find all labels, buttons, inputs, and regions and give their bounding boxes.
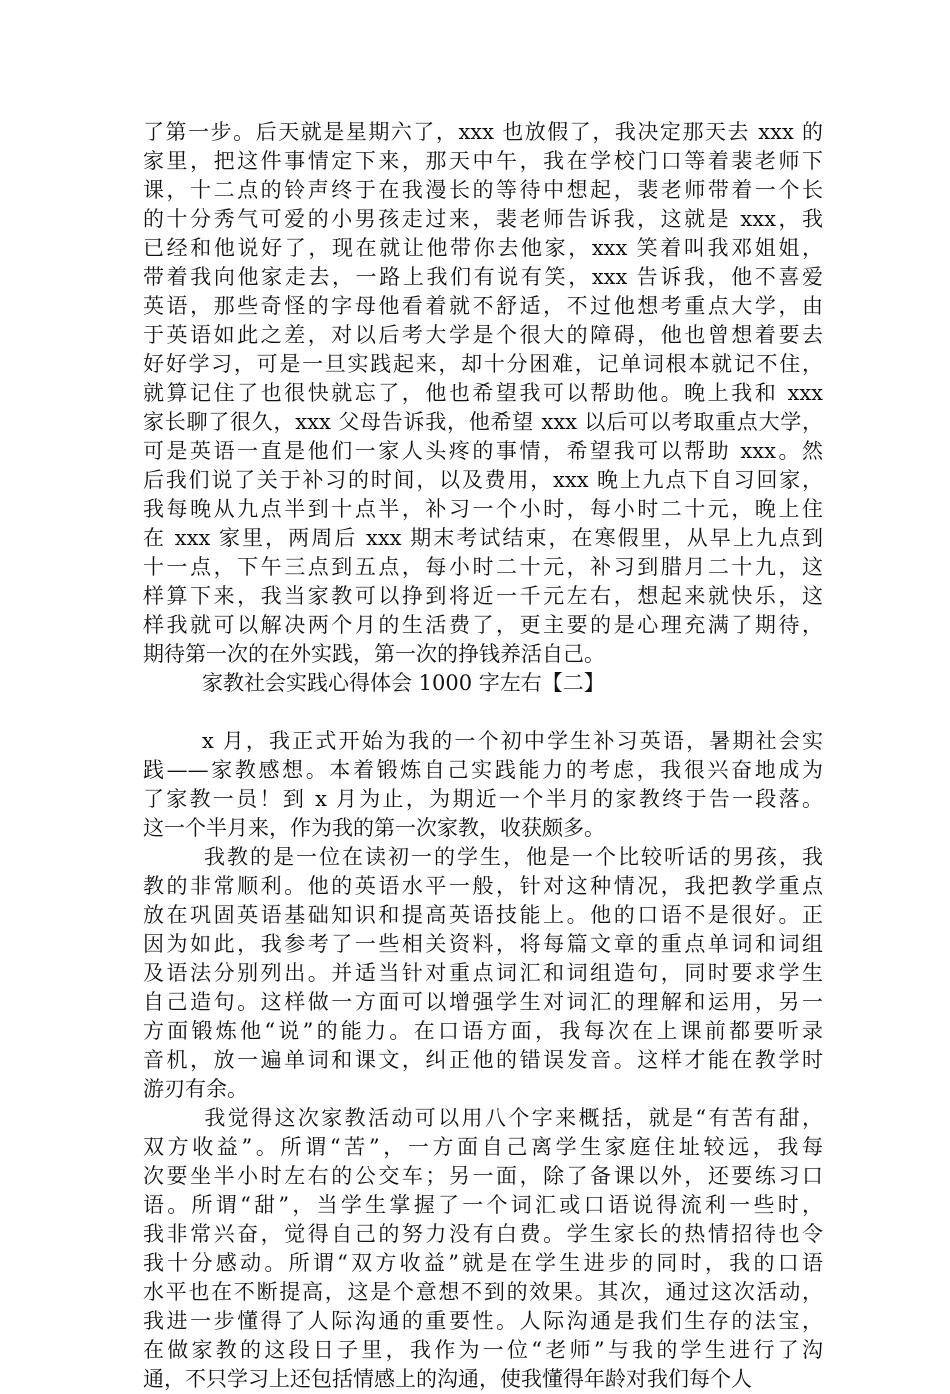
text-line	[143, 408, 823, 437]
text-line	[143, 1046, 823, 1075]
text-line	[143, 727, 823, 756]
text-line	[143, 118, 823, 147]
text-line	[143, 495, 823, 524]
text-line	[143, 669, 823, 698]
text-line	[143, 263, 823, 292]
line-text: 十一点，下午三点到五点，每小时二十元，补习到腊月二十九，这	[143, 555, 823, 579]
paragraph	[143, 118, 823, 669]
line-text: 了第一步。后天就是星期六了，xxx 也放假了，我决定那天去 xxx 的	[143, 120, 823, 144]
document-page	[143, 118, 823, 1394]
text-line	[143, 988, 823, 1017]
text-line	[143, 959, 823, 988]
line-text: 好好学习，可是一旦实践起来，却十分困难，记单词根本就记不住，	[143, 352, 823, 376]
text-line	[143, 234, 823, 263]
text-line	[143, 1220, 823, 1249]
line-text: 我觉得这次家教活动可以用八个字来概括，就是“有苦有甜，	[202, 1106, 823, 1130]
text-line	[143, 524, 823, 553]
line-text: 在做家教的这段日子里，我作为一位“老师”与我的学生进行了沟	[143, 1338, 823, 1362]
line-text: 语。所谓“甜”，当学生掌握了一个词汇或口语说得流利一些时，	[143, 1193, 823, 1217]
line-text: 我非常兴奋，觉得自己的努力没有白费。学生家长的热情招待也令	[143, 1222, 823, 1246]
section-heading	[143, 669, 823, 698]
line-text: 我教的是一位在读初一的学生，他是一个比较听话的男孩，我	[202, 845, 823, 869]
line-text: 自己造句。这样做一方面可以增强学生对词汇的理解和运用，另一	[143, 990, 823, 1014]
text-line	[143, 1336, 823, 1365]
text-line	[143, 1162, 823, 1191]
text-line	[143, 582, 823, 611]
line-text: 样我就可以解决两个月的生活费了，更主要的是心理充满了期待，	[143, 613, 823, 637]
text-line	[143, 1075, 823, 1104]
line-text: 了家教一员！到 x 月为止，为期近一个半月的家教终于告一段落。	[143, 787, 823, 811]
text-line	[143, 640, 823, 669]
line-text: 次要坐半小时左右的公交车；另一面，除了备课以外，还要练习口	[143, 1164, 823, 1188]
text-line	[143, 611, 823, 640]
text-line	[143, 553, 823, 582]
text-line	[143, 1278, 823, 1307]
line-text: 家教社会实践心得体会 1000 字左右【二】	[202, 671, 605, 695]
text-line	[143, 843, 823, 872]
text-line	[143, 872, 823, 901]
line-text: 方面锻炼他“说”的能力。在口语方面，我每次在上课前都要听录	[143, 1019, 823, 1043]
line-text: 期待第一次的在外实践，第一次的挣钱养活自己。	[143, 642, 605, 666]
line-text: 及语法分别列出。并适当针对重点词汇和词组造句，同时要求学生	[143, 961, 823, 985]
line-text: 音机，放一遍单词和课文，纠正他的错误发音。这样才能在教学时	[143, 1048, 823, 1072]
line-text: 于英语如此之差，对以后考大学是个很大的障碍，他也曾想着要去	[143, 323, 823, 347]
text-line	[143, 147, 823, 176]
line-text: 双方收益”。所谓“苦”，一方面自己离学生家庭住址较远，我每	[143, 1135, 823, 1159]
line-text: 样算下来，我当家教可以挣到将近一千元左右，想起来就快乐，这	[143, 584, 823, 608]
text-line	[143, 292, 823, 321]
text-line	[143, 379, 823, 408]
line-text: 因为如此，我参考了一些相关资料，将每篇文章的重点单词和词组	[143, 932, 823, 956]
line-text: 的十分秀气可爱的小男孩走过来，裴老师告诉我，这就是 xxx，我	[143, 207, 823, 231]
line-text: 就算记住了也很快就忘了，他也希望我可以帮助他。晚上我和 xxx	[143, 381, 823, 405]
line-text: 家长聊了很久，xxx 父母告诉我，他希望 xxx 以后可以考取重点大学，	[143, 410, 823, 434]
text-line	[143, 1104, 823, 1133]
line-text: 水平也在不断提高，这是个意想不到的效果。其次，通过这次活动，	[143, 1280, 823, 1304]
text-line	[143, 466, 823, 495]
line-text: 通，不只学习上还包括情感上的沟通，使我懂得年龄对我们每个人	[143, 1367, 752, 1391]
line-text: 带着我向他家走去，一路上我们有说有笑，xxx 告诉我，他不喜爱	[143, 265, 823, 289]
text-line	[143, 901, 823, 930]
line-text: x 月，我正式开始为我的一个初中学生补习英语，暑期社会实	[202, 729, 823, 753]
blank-line	[143, 698, 823, 727]
line-text: 英语，那些奇怪的字母他看着就不舒适，不过他想考重点大学，由	[143, 294, 823, 318]
text-line	[143, 930, 823, 959]
text-line	[143, 1307, 823, 1336]
line-text: 践——家教感想。本着锻炼自己实践能力的考虑，我很兴奋地成为	[143, 758, 823, 782]
text-line	[143, 756, 823, 785]
line-text: 我十分感动。所谓“双方收益”就是在学生进步的同时，我的口语	[143, 1251, 823, 1275]
text-line	[143, 321, 823, 350]
text-line	[143, 1365, 823, 1394]
line-text: 家里，把这件事情定下来，那天中午，我在学校门口等着裴老师下	[143, 149, 823, 173]
line-text: 可是英语一直是他们一家人头疼的事情，希望我可以帮助 xxx。然	[143, 439, 823, 463]
text-line	[143, 1017, 823, 1046]
line-text: 放在巩固英语基础知识和提高英语技能上。他的口语不是很好。正	[143, 903, 823, 927]
line-text: 这一个半月来，作为我的第一次家教，收获颇多。	[143, 816, 605, 840]
text-line	[143, 785, 823, 814]
text-line	[143, 205, 823, 234]
text-line	[143, 350, 823, 379]
blank-line	[143, 698, 823, 727]
line-text: 游刃有余。	[143, 1077, 248, 1101]
text-line	[143, 437, 823, 466]
paragraph	[143, 843, 823, 1104]
line-text: 后我们说了关于补习的时间，以及费用，xxx 晚上九点下自习回家，	[143, 468, 823, 492]
line-text: 已经和他说好了，现在就让他带你去他家，xxx 笑着叫我邓姐姐，	[143, 236, 823, 260]
line-text: 我每晚从九点半到十点半，补习一个小时，每小时二十元，晚上住	[143, 497, 823, 521]
paragraph	[143, 1104, 823, 1394]
text-line	[143, 814, 823, 843]
paragraph	[143, 727, 823, 843]
line-text: 我进一步懂得了人际沟通的重要性。人际沟通是我们生存的法宝，	[143, 1309, 823, 1333]
text-line	[143, 1249, 823, 1278]
text-line	[143, 1191, 823, 1220]
line-text: 课，十二点的铃声终于在我漫长的等待中想起，裴老师带着一个长	[143, 178, 823, 202]
line-text: 在 xxx 家里，两周后 xxx 期末考试结束，在寒假里，从早上九点到	[143, 526, 823, 550]
text-line	[143, 1133, 823, 1162]
text-line	[143, 176, 823, 205]
line-text: 教的非常顺利。他的英语水平一般，针对这种情况，我把教学重点	[143, 874, 823, 898]
